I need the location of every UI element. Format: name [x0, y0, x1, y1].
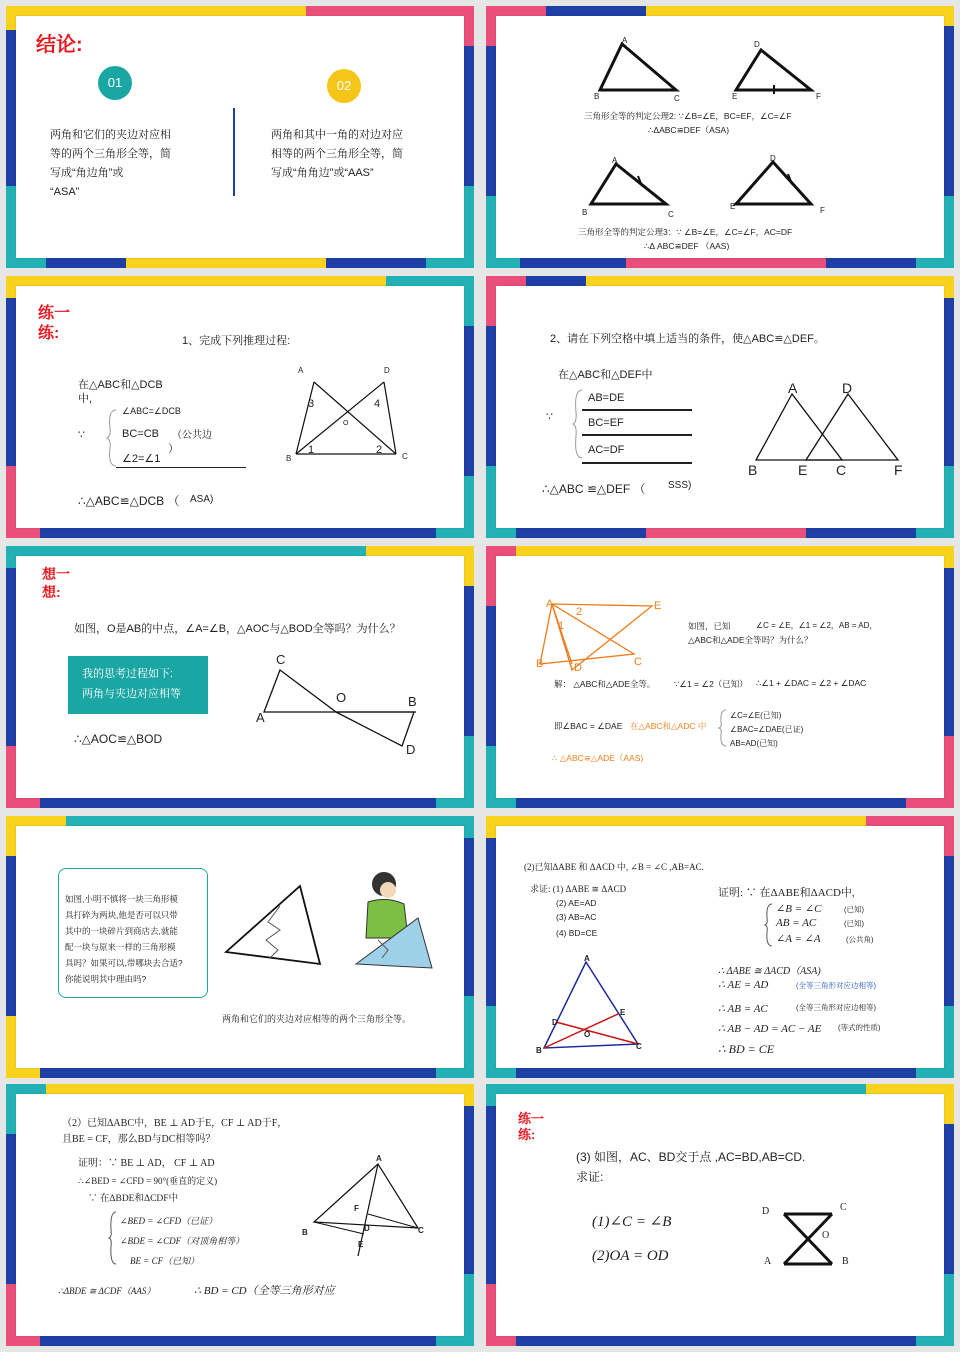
blank-line-1	[582, 409, 692, 411]
exercise-heading: 1、完成下列推理过程:	[182, 335, 291, 347]
result-2: ∴ BD = CD（全等三角形对应	[194, 1285, 335, 1297]
prove-1: (1)∠C = ∠B	[592, 1214, 672, 1230]
number-badge-01: 01	[98, 66, 132, 100]
condition-2: BC=CB	[122, 428, 159, 440]
label-C2: C	[668, 210, 674, 219]
fig-label-A: A	[788, 380, 798, 396]
proof-line-3: ∵ 在ΔBDE和ΔCDF中	[88, 1194, 179, 1204]
fig-label-O: O	[336, 690, 347, 705]
fig-label-D: D	[364, 1224, 370, 1233]
because-symbol: ∵	[546, 411, 553, 423]
prove-line-2: (2) AE=AD	[556, 898, 597, 908]
label-B: B	[594, 92, 600, 101]
orange-triangles-figure	[536, 598, 666, 673]
slide-title-line2: 练:	[38, 325, 60, 342]
theorem-3-line: 三角形全等的判定公理3：∵ ∠B=∠E，∠C=∠F，AC=DF	[578, 227, 793, 237]
fig-label-A: A	[546, 598, 554, 610]
conclusion-text-1: 两角和它们的夹边对应相 等的两个三角形全等，简 写成“角边角”或 “ASA”	[50, 129, 171, 198]
result-2-note: (全等三角形对应边相等)	[796, 981, 876, 990]
brace-line-2: ∠BAC=∠DAE(已证)	[730, 725, 804, 734]
blank-line-3	[582, 462, 692, 464]
fig-label-C: C	[276, 652, 286, 667]
prove-2: (2)OA = OD	[592, 1248, 669, 1264]
condition-1: ∠ABC=∠DCB	[122, 406, 181, 416]
slide-exercise-1[interactable]	[6, 276, 474, 538]
triangle-with-perpendiculars	[306, 1156, 432, 1260]
brace-line-3: AB=AD(已知)	[730, 739, 778, 748]
slide-conclusion[interactable]	[6, 6, 474, 268]
prove-line-4: (4) BD=CE	[556, 928, 598, 938]
brace-note-2: (已知)	[844, 919, 864, 928]
fig-label-B: B	[536, 658, 544, 670]
result-1: ∴ ΔABE ≅ ΔACD（ASA)	[718, 966, 821, 977]
brace-note-1: (已知)	[844, 905, 864, 914]
fig-label-A: A	[376, 1154, 382, 1163]
fig-label-2: 2	[376, 444, 383, 456]
bowtie-figure	[256, 662, 426, 752]
number-badge-02: 02	[327, 69, 361, 103]
slide-panel	[496, 1094, 944, 1336]
result-1: ∴ΔBDE ≅ ΔCDF（AAS）	[58, 1286, 156, 1296]
fig-label-C: C	[634, 656, 642, 668]
label-B2: B	[582, 208, 588, 217]
theorem-2-conclusion: ∴ΔABC≌DEF（ASA)	[648, 125, 730, 135]
label-D: D	[754, 40, 760, 49]
fig-label-B: B	[842, 1256, 849, 1267]
overlapping-triangles	[748, 388, 908, 464]
fig-label-2: 2	[576, 606, 583, 618]
label-C: C	[674, 94, 680, 103]
condition-2-note: （公共边	[172, 430, 212, 441]
fig-label-D: D	[762, 1206, 770, 1217]
solution-line-3: ∴∠1 + ∠DAC = ∠2 + ∠DAC	[756, 678, 867, 688]
triangle-figure	[286, 374, 416, 464]
fig-label-E: E	[358, 1240, 364, 1249]
slide-proof-bdc[interactable]	[6, 1084, 474, 1346]
brace-line-1: ∠C=∠E(已知)	[730, 711, 782, 720]
exercise-heading: 2、请在下列空格中填上适当的条件，使△ABC≌△DEF。	[550, 333, 825, 345]
brace-line-1: ∠BED = ∠CFD（已证）	[120, 1216, 218, 1226]
prove-line-1: 求证: (1) ΔABE ≅ ΔACD	[530, 884, 627, 894]
slide-exercise-3[interactable]	[486, 1084, 954, 1346]
fig-label-D: D	[406, 742, 416, 757]
proof-line-2: ∴∠BED = ∠CFD = 90°(垂直的定义)	[78, 1176, 218, 1186]
blank-line-2	[582, 434, 692, 436]
fig-label-O: O	[822, 1230, 830, 1241]
fig-label-1: 1	[558, 620, 565, 632]
proof-reason: SSS)	[668, 480, 692, 491]
fig-label-E: E	[654, 600, 662, 612]
fig-label-D: D	[842, 380, 853, 396]
proof-line-1: 在△ABC和△DEF中	[558, 369, 653, 381]
slide-title-line1: 练一	[38, 305, 71, 322]
slide-title-line2: 想:	[42, 584, 61, 600]
theorem-2-line: 三角形全等的判定公理2: ∵∠B=∠E，BC=EF，∠C=∠F	[584, 111, 792, 121]
fig-label-F: F	[354, 1204, 359, 1213]
solution-line-1: 解： △ABC和△ADE全等。	[554, 679, 656, 689]
question-line-1: (3) 如图，AC、BD交于点 ,AC=BD,AB=CD.	[576, 1150, 806, 1164]
brace-line-1: ∠B = ∠C	[776, 903, 822, 915]
fig-label-E: E	[798, 462, 808, 478]
result-5: ∴ BD = CE	[718, 1042, 775, 1056]
answer-line	[116, 467, 246, 468]
slide-title-line1: 练一	[518, 1111, 545, 1126]
proof-line-2: 中,	[78, 393, 93, 405]
result-3: ∴ AB = AC	[718, 1003, 768, 1015]
because-symbol: ∵	[78, 429, 85, 441]
condition-3: AC=DF	[588, 444, 625, 456]
given-text: (2)已知ΔABE 和 ΔACD 中, ∠B = ∠C ,AB=AC.	[524, 862, 704, 872]
condition-3: ∠2=∠1	[122, 453, 161, 465]
solution-line-4: 即∠BAC = ∠DAE	[554, 721, 623, 731]
prove-line-3: (3) AB=AC	[556, 912, 597, 922]
fig-label-B: B	[408, 694, 417, 709]
question-line-1b: ∠C = ∠E，∠1 = ∠2，AB = AD，	[756, 621, 878, 630]
proof-reason: ASA)	[190, 494, 214, 505]
condition-2: BC=EF	[588, 417, 624, 429]
fig-label-A: A	[584, 954, 590, 963]
brace-line-2: ∠BDE = ∠CDF（对顶角相等）	[120, 1236, 245, 1246]
slide-title: 结论:	[36, 34, 83, 56]
proof-result: ∴△AOC≌△BOD	[74, 732, 163, 746]
question-line-1: （2）已知ΔABC中，BE ⊥ AD于E，CF ⊥ AD于F，	[62, 1118, 288, 1129]
brace	[572, 388, 584, 460]
solution-result: ∴ △ABC≌△ADE（AAS)	[552, 753, 644, 763]
fig-label-E: E	[620, 1008, 626, 1017]
brace-line-3: ∠A = ∠A	[776, 933, 821, 945]
result-4: ∴ AB − AD = AC − AE	[718, 1023, 822, 1035]
fig-label-D: D	[384, 366, 390, 375]
slide-exercise-2[interactable]	[486, 276, 954, 538]
fig-label-C: C	[840, 1202, 847, 1213]
slide-proof-abe-acd[interactable]	[486, 816, 954, 1078]
proof-line-1: 证明：∵ BE ⊥ AD， CF ⊥ AD	[78, 1158, 215, 1169]
solution-line-5: 在△ABC和△ADC 中	[630, 721, 707, 731]
result-3-note: (全等三角形对应边相等)	[796, 1003, 876, 1012]
fig-label-B: B	[302, 1228, 308, 1237]
triangle-with-cevians	[538, 956, 648, 1052]
theorem-3-conclusion: ∴Δ ABC≌DEF （AAS)	[644, 241, 730, 251]
fig-label-3: 3	[308, 398, 315, 410]
proof-line-1: 在△ABC和△DCB	[78, 379, 163, 391]
condition-1: AB=DE	[588, 392, 625, 404]
fig-label-A: A	[764, 1256, 772, 1267]
proof-result: ∴△ABC ≌△DEF （	[542, 482, 646, 496]
label-F: F	[816, 92, 821, 101]
label-A: A	[622, 36, 628, 45]
broken-triangle-figure	[222, 878, 332, 968]
label-E2: E	[730, 202, 736, 211]
brace-line-2: AB = AC	[776, 917, 817, 929]
brace	[718, 708, 728, 748]
question-line-1: 如图，已知	[688, 621, 731, 631]
fig-label-B: B	[748, 462, 758, 478]
fig-label-A: A	[256, 710, 265, 725]
fig-label-B: B	[286, 454, 292, 463]
question-line-2: 且BE = CF，那么BD与DC相等吗？	[62, 1134, 216, 1145]
slide-title-line2: 练:	[518, 1127, 536, 1142]
solution-line-2: ∵∠1 = ∠2（已知）	[674, 679, 748, 689]
hourglass-figure	[776, 1210, 846, 1270]
thinking-box-line-1: 我的思考过程如下:	[82, 668, 174, 680]
fig-label-A: A	[298, 366, 304, 375]
proof-result: ∴△ABC≌△DCB （	[78, 494, 180, 508]
question-line-2: 求证:	[576, 1170, 604, 1184]
proof-intro: 证明: ∵ 在ΔABE和ΔACD中,	[718, 887, 855, 899]
slide-congruence-theorems[interactable]	[486, 6, 954, 268]
thinking-box-line-2: 两角与夹边对应相等	[82, 688, 181, 700]
fig-label-C: C	[402, 452, 408, 461]
slide-think[interactable]	[6, 546, 474, 808]
fig-label-B: B	[536, 1046, 542, 1055]
question-line-2: △ABC和△ADE全等吗？为什么？	[688, 635, 813, 645]
fig-label-C: C	[418, 1226, 424, 1235]
slide-title-line1: 想一	[42, 566, 70, 582]
brace	[106, 408, 118, 468]
question-text: 如图，O是AB的中点，∠A=∠B，△AOC与△BOD全等吗？为什么？	[74, 623, 401, 635]
fig-label-D: D	[574, 662, 582, 674]
fig-label-F: F	[894, 462, 903, 478]
conclusion-text-2: 两角和其中一角的对边对应 相等的两个三角形全等，简 写成“角角边”或“AAS”	[271, 129, 403, 179]
label-E: E	[732, 92, 738, 101]
boy-with-triangle-illustration	[348, 868, 448, 978]
fig-label-O: O	[584, 1030, 591, 1039]
story-box: 如图,小明不慎将一块三角形模 具打碎为两块,他是否可以只带 其中的一块碎片到商店去,就能 配一块与原来一样的三角形模 具吗？如果可以,带哪块去合适? 你能说明其中理由吗?	[58, 868, 208, 998]
fig-label-O: O	[343, 420, 349, 427]
fig-label-D: D	[552, 1018, 558, 1027]
triangle-diagrams-bottom	[586, 156, 836, 216]
fig-label-C: C	[636, 1042, 642, 1051]
thinking-box	[68, 656, 208, 714]
label-A2: A	[612, 156, 618, 165]
brace	[108, 1210, 118, 1266]
slide-broken-triangle[interactable]	[6, 816, 474, 1078]
label-D2: D	[770, 154, 776, 163]
fig-label-1: 1	[308, 444, 315, 456]
caption: 两角和它们的夹边对应相等的两个三角形全等。	[222, 1014, 412, 1024]
triangle-diagrams-top	[586, 36, 836, 106]
fig-label-4: 4	[374, 398, 381, 410]
brace-note-3: (公共角)	[846, 935, 874, 944]
label-F2: F	[820, 206, 825, 215]
brace-line-3: BE = CF（已知）	[130, 1256, 200, 1266]
slide-example[interactable]	[486, 546, 954, 808]
condition-2-close: ）	[168, 443, 179, 455]
fig-label-C: C	[836, 462, 847, 478]
vertical-divider	[233, 108, 235, 196]
result-4-note: (等式的性质)	[838, 1023, 881, 1032]
result-2: ∴ AE = AD	[718, 979, 769, 991]
brace	[764, 902, 774, 948]
